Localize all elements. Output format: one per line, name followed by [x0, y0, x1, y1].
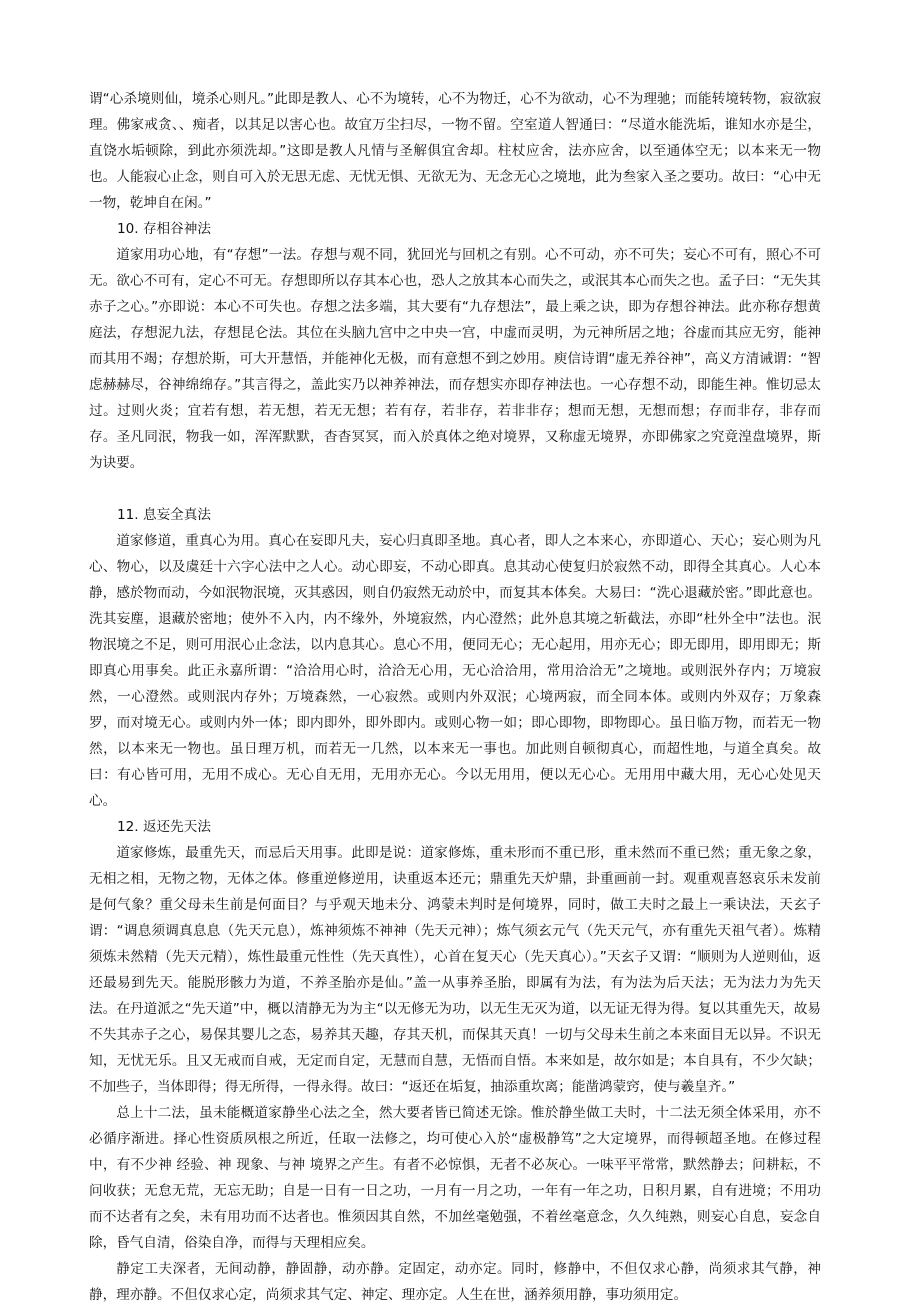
paragraph-12: 道家修炼，最重先天，而忌后天用事。此即是说：道家修炼，重未形而不重已形，重未然而不重已然；重无象之象，无相之相，无物之物，无体之体。修重逆修逆用，诀重返本还元；鼎重先天炉鼎，卦重画前一封。观重观喜怒哀乐未发前是何气象？重父母未生前是何面目？与乎观天地未分、鸿蒙未判时是何境界，同时，做工夫时之最上一乘诀法，天玄子谓：“调息须调真息息（先天元息），炼神须炼不神神（先天元神）；炼气须玄元气（先天元气，亦有重先天祖气者）。炼精须炼未然精（先天元精），炼性最重元性性（先天真性），心首在复天心（先天真心）。”天玄子又谓：“顺则为人逆则仙，返还最易到先天。能脱形骸力为道，不养圣胎亦是仙。”盖一从事养圣胎，即属有为法，有为法为后天法；无为法力为先天法。在丹道派之“先天道”中，概以清静无为为主“以无修无为功，以无生无灭为道，以无证无得为得。复以其重先天，故易不失其赤子之心，易保其婴儿之态，易养其天趣，存其天机，而保其天真！一切与父母未生前之本来面目无以异。不识无知，无忧无乐。且又无戒而自戒，无定而自定，无慧而自慧，无悟而自悟。本来如是，故尔如是；本自具有，不少欠缺；不加些子，当体即得；得无所得，一得永得。故曰：“返还在垢复，抽添重坎离；能凿鸿蒙窍，使与羲皇齐。”	[89, 845, 821, 1095]
paragraph-intro: 谓“心杀境则仙，境杀心则凡。”此即是教人、心不为境转，心不为物迁，心不为欲动，心不为理驰；而能转境转物，寂欲寂理。佛家戒贪、、痴者，以其足以害心也。故宜万尘扫尽，一物不留。空室道人智通曰：“尽道水能洗垢，谁知水亦是尘，直饶水垢顿除，到此亦须洗却。”这即是教人凡情与圣解俱宜舍却。柱杖应舍，法亦应舍，以至通体空无；以本来无一物也。人能寂心止念，则自可入於无思无虑、无忧无惧、无欲无为、无念无心之境地，此为叁家入圣之要功。故曰：“心中无一物，乾坤自在闲。”	[89, 91, 821, 211]
paragraph-final: 静定工夫深者，无间动静，静固静，动亦静。定固定，动亦定。同时，修静中，不但仅求心静，尚须求其气静，神静，理亦静。不但仅求心定，尚须求其气定、神定、理亦定。人生在世，涵养须用静，事功须用定。	[89, 1261, 821, 1303]
section-heading-10: 10. 存相谷神法	[117, 221, 211, 237]
document-page	[89, 86, 821, 1308]
section-heading-12: 12. 返还先天法	[117, 819, 211, 835]
paragraph-11: 道家修道，重真心为用。真心在妄即凡夫，妄心归真即圣地。真心者，即人之本来心，亦即道心、天心；妄心则为凡心、物心，以及虞廷十六字心法中之人心。动心即妄，不动心即真。息其动心使复归於寂然不动，即得全其真心。人心本静，感於物而动，今如泯物泯境，灭其惑因，则自仍寂然无动於中，而复其本体矣。大易曰：“洗心退藏於密。”即此意也。洗其妄塵，退藏於密地；使外不入内，内不缘外，外境寂然，内心澄然；此外息其境之斩截法，亦即“杜外全中”法也。泯物泯境之不足，则可用泯心止念法，以内息其心。息心不用，便同无心；无心起用，用亦无心；即无即用，即用即无；斯即真心用事矣。此正永嘉所谓：“洽洽用心时，洽洽无心用，无心洽洽用，常用洽洽无”之境地。或则泯外存内；万境寂然，一心澄然。或则泯内存外；万境森然，一心寂然。或则内外双泯；心境两寂，而全同本体。或则内外双存；万象森罗，而对境无心。或则内外一体；即内即外，即外即内。或则心物一如；即心即物，即物即心。虽日临万物，而若无一物然，以本来无一物也。虽日理万机，而若无一几然，以本来无一事也。加此则自顿彻真心，而超性地，与道全真矣。故曰：有心皆可用，无用不成心。无心自无用，无用亦无心。今以无用用，便以无心心。无用用中藏大用，无心心处见天心。	[89, 533, 821, 809]
paragraph-10: 道家用功心地，有“存想”一法。存想与观不同，犹回光与回机之有别。心不可动，亦不可失；妄心不可有，照心不可无。欲心不可有，定心不可无。存想即所以存其本心也，恐人之放其本心而失之，或泯其本心而失之也。孟子曰：“无失其赤子之心。”亦即说：本心不可失也。存想之法多端，其大要有“九存想法”，最上乘之诀，即为存想谷神法。此亦称存想黄庭法，存想泥九法，存想昆仑法。其位在头脑九宫中之中央一宫，中虚而灵明，为元神所居之地；谷虚而其应无穷，能神而其用不竭；存想於斯，可大开慧悟，并能神化无极，而有意想不到之妙用。庾信诗谓“虚无养谷神”，高义方清诫谓：“智虑赫赫尽，谷神绵绵存。”其言得之，盖此实乃以神养神法，而存想实亦即存神法也。一心存想不动，即能生神。惟切忌太过。过则火炎；宜若有想，若无想，若无无想；若有存，若非存，若非非存；想而无想，无想而想；存而非存，非存而存。圣凡同泯，物我一如，浑浑默默，杳杳冥冥，而入於真体之绝对境界，又称虚无境界，亦即佛家之究竟湟盘境界，斯为诀要。	[89, 247, 821, 471]
paragraph-summary: 总上十二法，虽未能概道家静坐心法之全，然大要者皆已简述无馀。惟於静坐做工夫时，十二法无须全体采用，亦不必循序渐进。择心性资质夙根之所近，任取一法修之，均可使心入於“虚极静笃”之大定境界，而得顿超圣地。在修过程中，有不少神 经验、神 现象、与神 境界之产生。有者不必惊惧，无者不必灰心。一味平平常常，默然静去；问耕耘，不问收获；无怠无荒，无忘无助；自是一日有一日之功，一月有一月之功，一年有一年之功，日积月累，自有进境；不用功而不达者有之矣，未有用功而不达者也。惟须因其自然，不加丝毫勉强，不着丝毫意念，久久纯熟，则妄心自息，妄念自除，昏气自清，俗染自净，而得与天理相应矣。	[89, 1105, 821, 1251]
section-heading-11: 11. 息妄全真法	[117, 507, 211, 523]
